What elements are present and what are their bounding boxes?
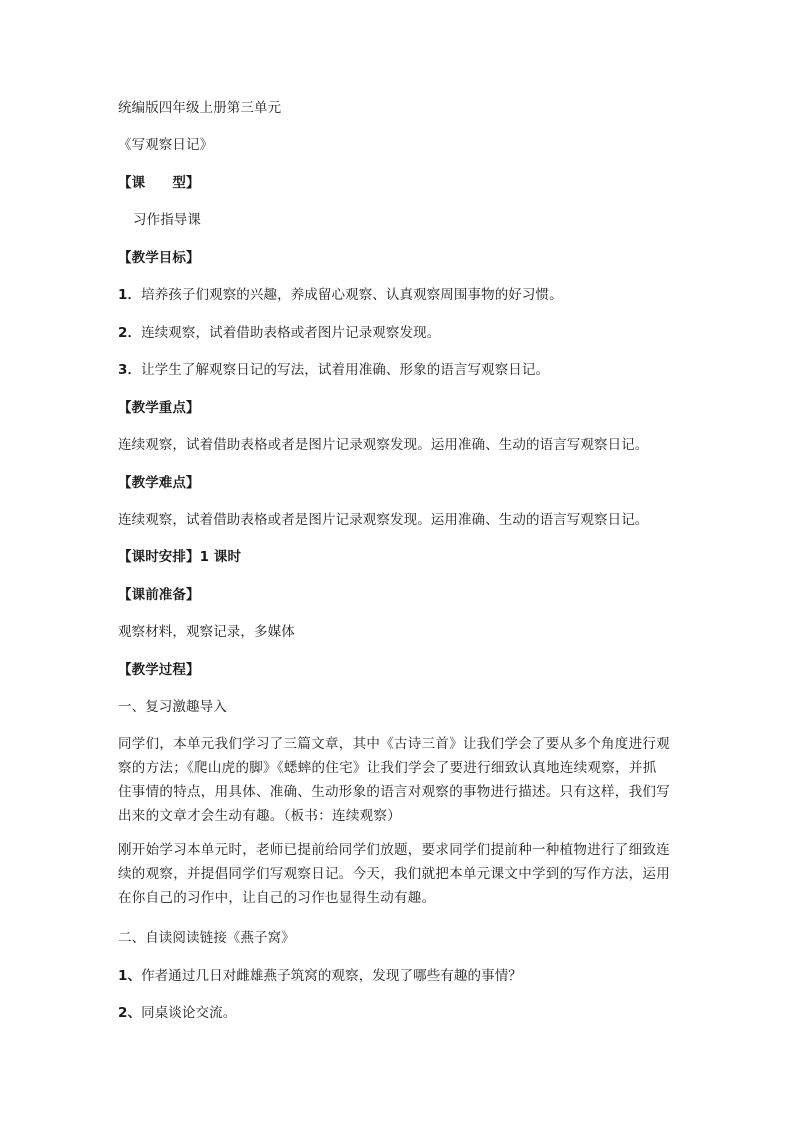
section1-heading: 一、复习激趣导入 xyxy=(118,699,227,715)
objective-number: 1． xyxy=(118,287,142,303)
section1-paragraph-2 xyxy=(118,838,678,910)
difficulties-heading: 【教学难点】 xyxy=(118,475,200,491)
objective-text: 连续观察，试着借助表格或者图片记录观察发现。 xyxy=(141,325,441,341)
schedule-line xyxy=(118,547,241,567)
key-points-heading: 【教学重点】 xyxy=(118,400,200,416)
question-number: 1、 xyxy=(118,968,142,984)
prep-heading: 【课前准备】 xyxy=(118,587,200,603)
objective-text: 培养孩子们观察的兴趣，养成留心观察、认真观察周围事物的好习惯。 xyxy=(141,287,563,303)
paragraph-line: 住事情的特点，用具体、准确、生动形象的语言对观察的事物进行描述。只有这样，我们写 xyxy=(118,784,670,800)
course-type-text: 习作指导课 xyxy=(133,212,201,228)
question-item xyxy=(118,966,522,986)
schedule-heading: 【课时安排】 xyxy=(118,549,200,565)
question-item xyxy=(118,1003,236,1023)
paragraph-line: 同学们，本单元我们学习了三篇文章，其中《古诗三首》让我们学会了要从多个角度进行观 xyxy=(118,736,670,752)
paragraph-line: 在你自己的习作中，让自己的习作也显得生动有趣。 xyxy=(118,890,436,906)
prep-text: 观察材料，观察记录，多媒体 xyxy=(118,624,295,640)
process-heading: 【教学过程】 xyxy=(118,662,200,678)
objective-item xyxy=(118,360,549,380)
paragraph-line: 续的观察，并提倡同学们写观察日记。今天，我们就把本单元课文中学到的写作方法，运用 xyxy=(118,866,670,882)
objective-item xyxy=(118,323,440,343)
course-type-heading: 【课 型】 xyxy=(118,175,200,191)
objective-item xyxy=(118,285,563,305)
section1-paragraph-1 xyxy=(118,732,678,828)
section2-heading: 二、自读阅读链接《燕子窝》 xyxy=(118,930,295,946)
document-header: 统编版四年级上册第三单元 xyxy=(118,100,282,116)
objective-number: 3． xyxy=(118,362,142,378)
question-text: 同桌谈论交流。 xyxy=(141,1005,237,1021)
paragraph-line: 刚开始学习本单元时，老师已提前给同学们放题，要求同学们提前种一种植物进行了细致连 xyxy=(118,842,670,858)
objective-number: 2． xyxy=(118,325,142,341)
paragraph-line: 察的方法；《爬山虎的脚》《蟋蟀的住宅》让我们学会了要进行细致认真地连续观察，并抓 xyxy=(118,760,657,776)
objective-text: 让学生了解观察日记的写法，试着用准确、形象的语言写观察日记。 xyxy=(141,362,550,378)
paragraph-line: 出来的文章才会生动有趣。（板书：连续观察） xyxy=(118,808,402,824)
objectives-heading: 【教学目标】 xyxy=(118,250,200,266)
key-points-text: 连续观察，试着借助表格或者是图片记录观察发现。运用准确、生动的语言写观察日记。 xyxy=(118,437,649,453)
question-number: 2、 xyxy=(118,1005,142,1021)
question-text: 作者通过几日对雌雄燕子筑窝的观察，发现了哪些有趣的事情？ xyxy=(141,968,522,984)
document-title: 《写观察日记》 xyxy=(118,137,214,153)
schedule-value: 1 课时 xyxy=(199,549,242,565)
difficulties-text: 连续观察，试着借助表格或者是图片记录观察发现。运用准确、生动的语言写观察日记。 xyxy=(118,512,649,528)
